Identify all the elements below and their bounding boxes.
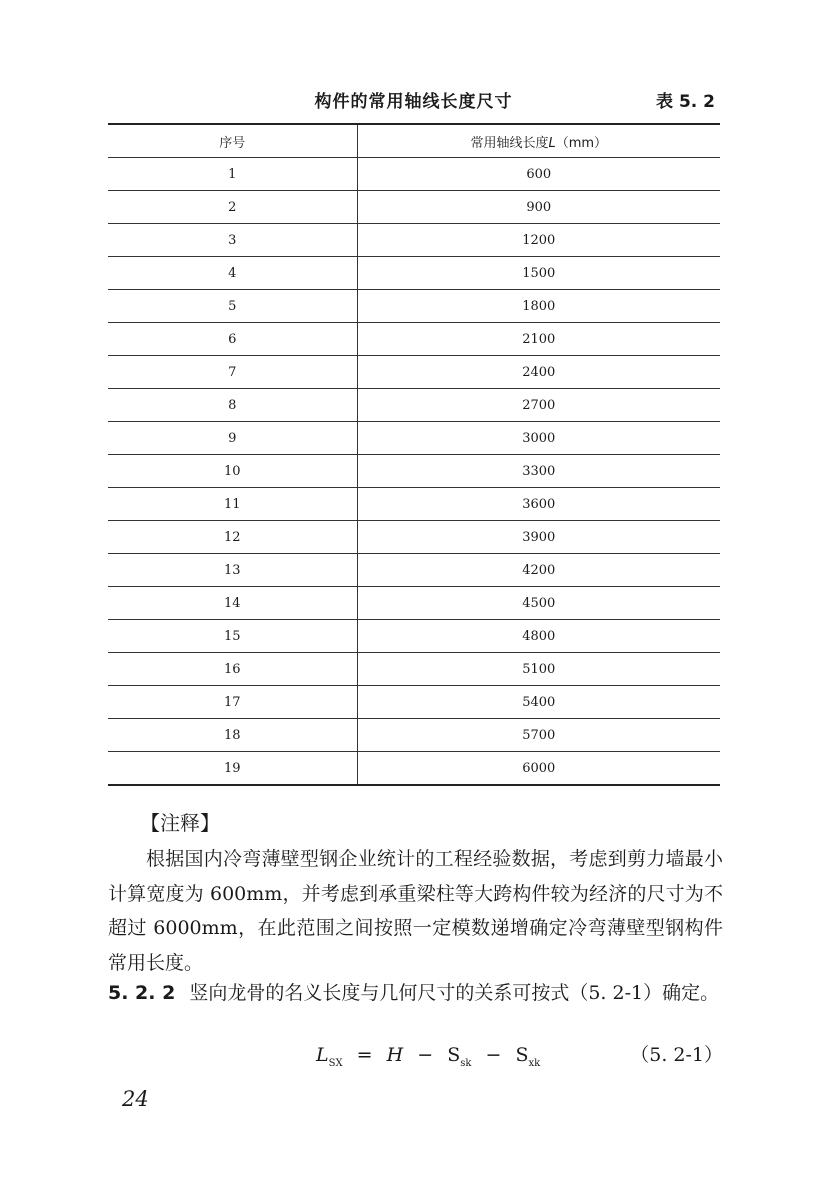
- row-index: 1: [108, 158, 357, 191]
- row-length: 6000: [522, 760, 556, 776]
- table-row: [108, 719, 720, 752]
- header-length: [357, 124, 720, 158]
- row-index: 9: [108, 422, 357, 455]
- row-index: 7: [108, 356, 357, 389]
- row-length: 3900: [357, 521, 720, 554]
- table-row: [108, 224, 720, 257]
- row-length: 4500: [357, 587, 720, 620]
- row-index: 6: [108, 323, 357, 356]
- eq-lhs-sub: SX: [328, 1057, 343, 1069]
- table-row: [108, 191, 720, 224]
- row-index: 15: [108, 620, 357, 653]
- row-index: 10: [108, 455, 357, 488]
- table-body: [108, 158, 720, 786]
- row-length: 1500: [357, 257, 720, 290]
- table-row: [108, 686, 720, 719]
- row-index: 5: [108, 290, 357, 323]
- row-length: 900: [357, 191, 720, 224]
- notes-heading: 【注释】: [140, 811, 220, 835]
- table-row: [108, 587, 720, 620]
- row-length: 4800: [357, 620, 720, 653]
- eq-term-s2-sub: xk: [528, 1057, 541, 1069]
- row-index: 14: [108, 587, 357, 620]
- row-length: 4200: [357, 554, 720, 587]
- table-row: [108, 554, 720, 587]
- eq-minus-1: −: [417, 1044, 434, 1066]
- header-length-var: L: [548, 135, 556, 151]
- row-length: 2400: [357, 356, 720, 389]
- header-length-prefix: 常用轴线长度: [470, 135, 549, 151]
- notes-paragraph: 根据国内冷弯薄壁型钢企业统计的工程经验数据，考虑到剪力墙最小计算宽度为 600mm，并考虑到承重梁柱等大跨构件较为经济的尺寸为不超过 6000mm，在此范围之间按照一定模数递增确定冷弯薄壁型钢构件常用长度。: [108, 848, 723, 974]
- row-length: 5400: [357, 686, 720, 719]
- row-index: 19: [108, 752, 357, 786]
- eq-lhs-var: L: [316, 1044, 329, 1066]
- row-length: 2100: [357, 323, 720, 356]
- table-row: [108, 455, 720, 488]
- eq-term-h: H: [386, 1044, 404, 1066]
- row-index: 17: [108, 686, 357, 719]
- table-row: [108, 356, 720, 389]
- table-number: 表 5. 2: [656, 92, 715, 112]
- row-index: 16: [108, 653, 357, 686]
- header-index: 序号: [108, 124, 357, 158]
- header-length-unit: （mm）: [555, 135, 608, 151]
- eq-term-s-sub: sk: [460, 1057, 472, 1069]
- eq-equals: =: [356, 1044, 373, 1066]
- table-row: [108, 257, 720, 290]
- row-length: 1200: [357, 224, 720, 257]
- table-row: [108, 290, 720, 323]
- table-row: [108, 158, 720, 191]
- row-length: 3000: [357, 422, 720, 455]
- row-index: 3: [108, 224, 357, 257]
- table-row: [108, 422, 720, 455]
- table-row: [108, 389, 720, 422]
- row-length: 3600: [357, 488, 720, 521]
- eq-term-s: S: [447, 1044, 461, 1066]
- row-index: 2: [108, 191, 357, 224]
- clause-text: 竖向龙骨的名义长度与几何尺寸的关系可按式（5. 2-1）确定。: [189, 982, 720, 1004]
- clause-number: 5. 2. 2: [108, 982, 176, 1004]
- table-title: 构件的常用轴线长度尺寸: [314, 92, 513, 112]
- table-row: [108, 620, 720, 653]
- equation-5-2-1: [316, 1040, 540, 1079]
- page-number: 24: [122, 1087, 149, 1111]
- row-index: 18: [108, 719, 357, 752]
- row-length: 1800: [357, 290, 720, 323]
- clause-5-2-2: [108, 976, 723, 1010]
- table-row: [108, 521, 720, 554]
- row-index: 4: [108, 257, 357, 290]
- table-row: [108, 488, 720, 521]
- row-index: 11: [108, 488, 357, 521]
- table-header-row: [108, 124, 720, 158]
- table-row: [108, 752, 720, 786]
- row-length: 2700: [357, 389, 720, 422]
- row-index: 12: [108, 521, 357, 554]
- row-index: 13: [108, 554, 357, 587]
- row-length: 5100: [357, 653, 720, 686]
- table-row: [108, 323, 720, 356]
- row-length: 5700: [357, 719, 720, 752]
- row-length: 600: [357, 158, 720, 191]
- eq-minus-2: −: [485, 1044, 502, 1066]
- table-row: [108, 653, 720, 686]
- row-length: 3300: [357, 455, 720, 488]
- row-index: 8: [108, 389, 357, 422]
- eq-term-s2: S: [515, 1044, 529, 1066]
- equation-label: （5. 2-1）: [630, 1044, 723, 1066]
- axis-length-table: [108, 123, 720, 786]
